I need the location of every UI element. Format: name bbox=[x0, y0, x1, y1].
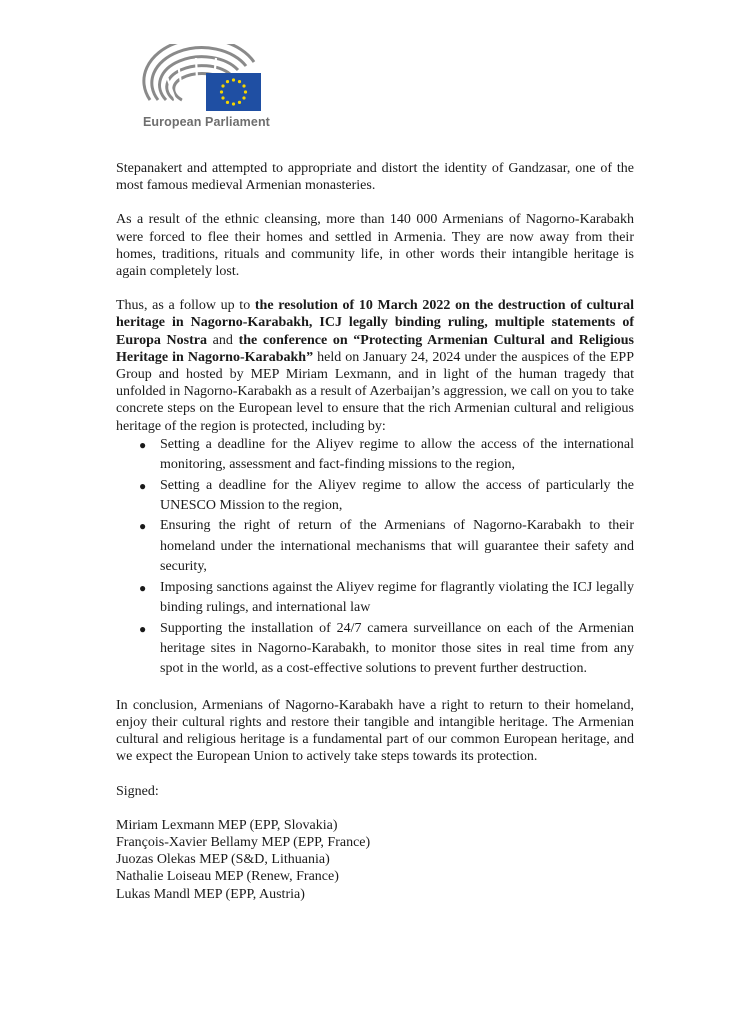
list-item: ● Supporting the installation of 24/7 camera surveillance on each of the Armenian heritage sites in Nagorno-Karabakh, to monitor those sites in real time from any spot in the world, as a cost-effective solutions to prevent further destruction. bbox=[139, 620, 634, 677]
list-item: ● Setting a deadline for the Aliyev regime to allow the access of particularly the UNESCO Mission to the region, bbox=[139, 477, 634, 514]
signer: Miriam Lexmann MEP (EPP, Slovakia) bbox=[116, 817, 338, 833]
signer: Nathalie Loiseau MEP (Renew, France) bbox=[116, 869, 339, 885]
paragraph-conclusion: In conclusion, Armenians of Nagorno-Karabakh have a right to return to their homeland, enjoy their cultural rights and restore their tangible and intangible heritage. The Armenian cultural and religious heritage is a fundamental part of our common European heritage, and we expect the European Union to actively take steps towards its protection. bbox=[116, 697, 634, 765]
bullet-icon: ● bbox=[139, 478, 147, 493]
signer: Lukas Mandl MEP (EPP, Austria) bbox=[116, 886, 305, 902]
bullet-icon: ● bbox=[139, 437, 147, 452]
paragraph-ethnic-cleansing: As a result of the ethnic cleansing, more than 140 000 Armenians of Nagorno-Karabakh were forced to flee their homes and settled in Armenia. They are now away from their homes, traditions, rituals and community life, in other words their intangible heritage is again completely lost. bbox=[116, 212, 634, 280]
letter-body bbox=[116, 160, 634, 903]
bullet-icon: ● bbox=[139, 580, 147, 595]
hemicycle-emblem-icon bbox=[138, 44, 268, 116]
list-item: ● Ensuring the right of return of the Armenians of Nagorno-Karabakh to their homeland under the international mechanisms that will guarantee their safety and security, bbox=[139, 518, 634, 575]
demands-list bbox=[116, 435, 634, 680]
logo-wordmark: European Parliament bbox=[143, 115, 270, 129]
signed-label: Signed: bbox=[116, 783, 159, 799]
bullet-icon: ● bbox=[139, 519, 147, 534]
paragraph-gandzasar: Stepanakert and attempted to appropriate and distort the identity of Gandzasar, one of the most famous medieval Armenian monasteries. bbox=[116, 161, 634, 194]
signers-list bbox=[116, 817, 634, 903]
list-item: ● Imposing sanctions against the Aliyev regime for flagrantly violating the ICJ legally binding rulings, and international law bbox=[139, 579, 634, 616]
signer: Juozas Olekas MEP (S&D, Lithuania) bbox=[116, 852, 330, 868]
paragraph-call-to-action: Thus, as a follow up to the resolution of 10 March 2022 on the destruction of cultural heritage in Nagorno-Karabakh, ICJ legally binding ruling, multiple statements of Europa Nostra and the conference on “Protecting Armenian Cultural and Religious Heritage in Nagorno-Karabakh” held on January 24, 2024 under the auspices of the EPP Group and hosted by MEP Miriam Lexmann, and in light of the human tragedy that unfolded in Nagorno-Karabakh as a result of Azerbaijan’s aggression, we call on you to take concrete steps on the European level to ensure that the rich Armenian cultural and religious heritage of the region is protected, including by: bbox=[116, 298, 634, 434]
signer: François-Xavier Bellamy MEP (EPP, France) bbox=[116, 834, 371, 850]
list-item: ● Setting a deadline for the Aliyev regime to allow the access of the international monitoring, assessment and fact-finding missions to the region, bbox=[139, 436, 634, 473]
bullet-icon: ● bbox=[139, 621, 147, 636]
